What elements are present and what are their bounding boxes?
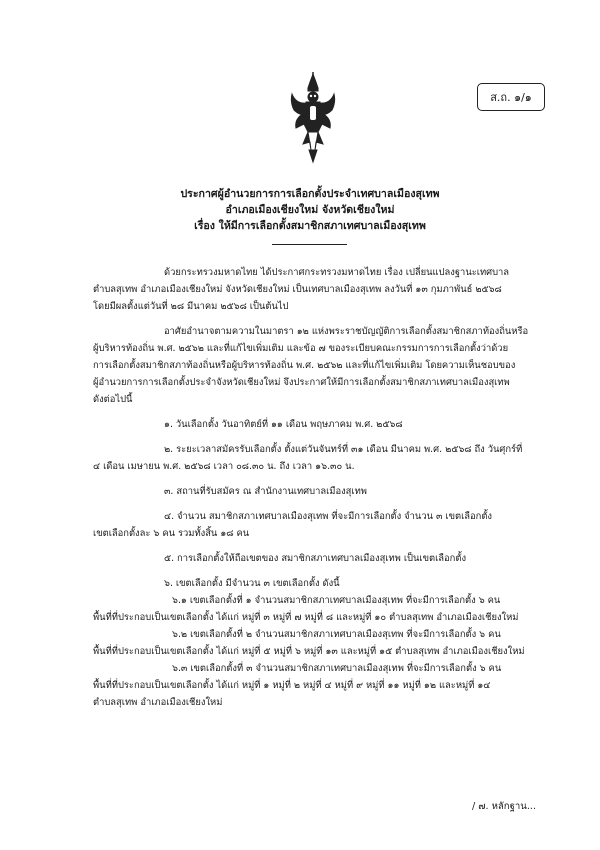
district-province-line: อำเภอเมืองเชียงใหม่ จังหวัดเชียงใหม่: [225, 204, 395, 216]
body-line: ตำบลสุเทพ อำเภอเมืองเชียงใหม่ จังหวัดเชียงใหม่ เป็นเทศบาลเมืองสุเทพ ลงวันที่ ๑๓ กุมภาพันธ์ ๒๕๖๘: [93, 284, 502, 295]
page-continuation: / ๗. หลักฐาน...: [472, 801, 536, 812]
body-line: ๒. ระยะเวลาสมัครรับเลือกตั้ง ตั้งแต่วันจันทร์ที่ ๓๑ เดือน มีนาคม พ.ศ. ๒๕๖๘ ถึง วันศุกร์ที่: [164, 444, 523, 455]
body-line: ๖.๓ เขตเลือกตั้งที่ ๓ จำนวนสมาชิกสภาเทศบาลเมืองสุเทพ ที่จะมีการเลือกตั้ง ๖ คน: [172, 663, 502, 674]
body-line: อาศัยอำนาจตามความในมาตรา ๑๒ แห่งพระราชบัญญัติการเลือกตั้งสมาชิกสภาท้องถิ่นหรือ: [164, 326, 529, 337]
subject-line: เรื่อง ให้มีการเลือกตั้งสมาชิกสภาเทศบาลเมืองสุเทพ: [194, 220, 426, 232]
announcement-title: ประกาศผู้อำนวยการการเลือกตั้งประจำเทศบาลเมืองสุเทพ: [180, 188, 440, 200]
body-line: พื้นที่ที่ประกอบเป็นเขตเลือกตั้ง ได้แก่ หมู่ที่ ๑ หมู่ที่ ๒ หมู่ที่ ๔ หมู่ที่ ๙ หมู่ที่ ๑๑ หมู่ที่ ๑๒ และหมู่ที่ ๑๔: [93, 680, 491, 691]
body-line: ผู้บริหารท้องถิ่น พ.ศ. ๒๕๖๒ และที่แก้ไขเพิ่มเติม และข้อ ๗ ของระเบียบคณะกรรมการการเลือกตั้งว่าด้วย: [93, 343, 509, 354]
body-line: ๔. จำนวน สมาชิกสภาเทศบาลเมืองสุเทพ ที่จะมีการเลือกตั้ง จำนวน ๓ เขตเลือกตั้ง: [164, 511, 492, 522]
title-divider: [272, 244, 347, 245]
body-line: โดยมีผลตั้งแต่วันที่ ๒๘ มีนาคม ๒๕๖๘ เป็นต้นไป: [93, 301, 289, 312]
body-line: ๑. วันเลือกตั้ง วันอาทิตย์ที่ ๑๑ เดือน พฤษภาคม พ.ศ. ๒๕๖๘: [164, 419, 403, 430]
body-line: ๕. การเลือกตั้งให้ถือเขตของ สมาชิกสภาเทศบาลเมืองสุเทพ เป็นเขตเลือกตั้ง: [164, 553, 467, 564]
body-line: ๖.๑ เขตเลือกตั้งที่ ๑ จำนวนสมาชิกสภาเทศบาลเมืองสุเทพ ที่จะมีการเลือกตั้ง ๖ คน: [172, 595, 501, 606]
body-line: ตำบลสุเทพ อำเภอเมืองเชียงใหม่: [93, 697, 223, 708]
body-line: ผู้อำนวยการการเลือกตั้งประจำจังหวัดเชียงใหม่ จึงประกาศให้มีการเลือกตั้งสมาชิกสภาเทศบาลเมืองสุเทพ: [93, 377, 510, 388]
body-line: ๖. เขตเลือกตั้ง มีจำนวน ๓ เขตเลือกตั้ง ดังนี้: [164, 578, 340, 589]
body-line: ด้วยกระทรวงมหาดไทย ได้ประกาศกระทรวงมหาดไทย เรื่อง เปลี่ยนแปลงฐานะเทศบาล: [164, 267, 510, 278]
body-line: ๖.๒ เขตเลือกตั้งที่ ๒ จำนวนสมาชิกสภาเทศบาลเมืองสุเทพ ที่จะมีการเลือกตั้ง ๖ คน: [172, 629, 501, 640]
form-code-box: ส.ถ. ๑/๑: [477, 83, 545, 111]
garuda-emblem-icon: [290, 72, 336, 164]
body-line: ๔ เดือน เมษายน พ.ศ. ๒๕๖๘ เวลา ๐๘.๓๐ น. ถึง เวลา ๑๖.๓๐ น.: [93, 461, 355, 472]
body-line: ๓. สถานที่รับสมัคร ณ สำนักงานเทศบาลเมืองสุเทพ: [164, 486, 367, 497]
body-line: ดังต่อไปนี้: [93, 394, 133, 405]
body-line: พื้นที่ที่ประกอบเป็นเขตเลือกตั้ง ได้แก่ หมู่ที่ ๓ หมู่ที่ ๗ หมู่ที่ ๘ และหมู่ที่ ๑๐ ตำบลสุเทพ อำเภอเมืองเชียงใหม่: [93, 612, 519, 623]
body-line: พื้นที่ที่ประกอบเป็นเขตเลือกตั้ง ได้แก่ หมู่ที่ ๕ หมู่ที่ ๖ หมู่ที่ ๑๓ และหมู่ที่ ๑๕ ตำบลสุเทพ อำเภอเมืองเชียงใหม่: [93, 646, 525, 657]
body-line: การเลือกตั้งสมาชิกสภาท้องถิ่นหรือผู้บริหารท้องถิ่น พ.ศ. ๒๕๖๒ และที่แก้ไขเพิ่มเติม โดยความเห็นชอบของ: [93, 360, 516, 371]
body-line: เขตเลือกตั้งละ ๖ คน รวมทั้งสิ้น ๑๘ คน: [93, 528, 250, 539]
